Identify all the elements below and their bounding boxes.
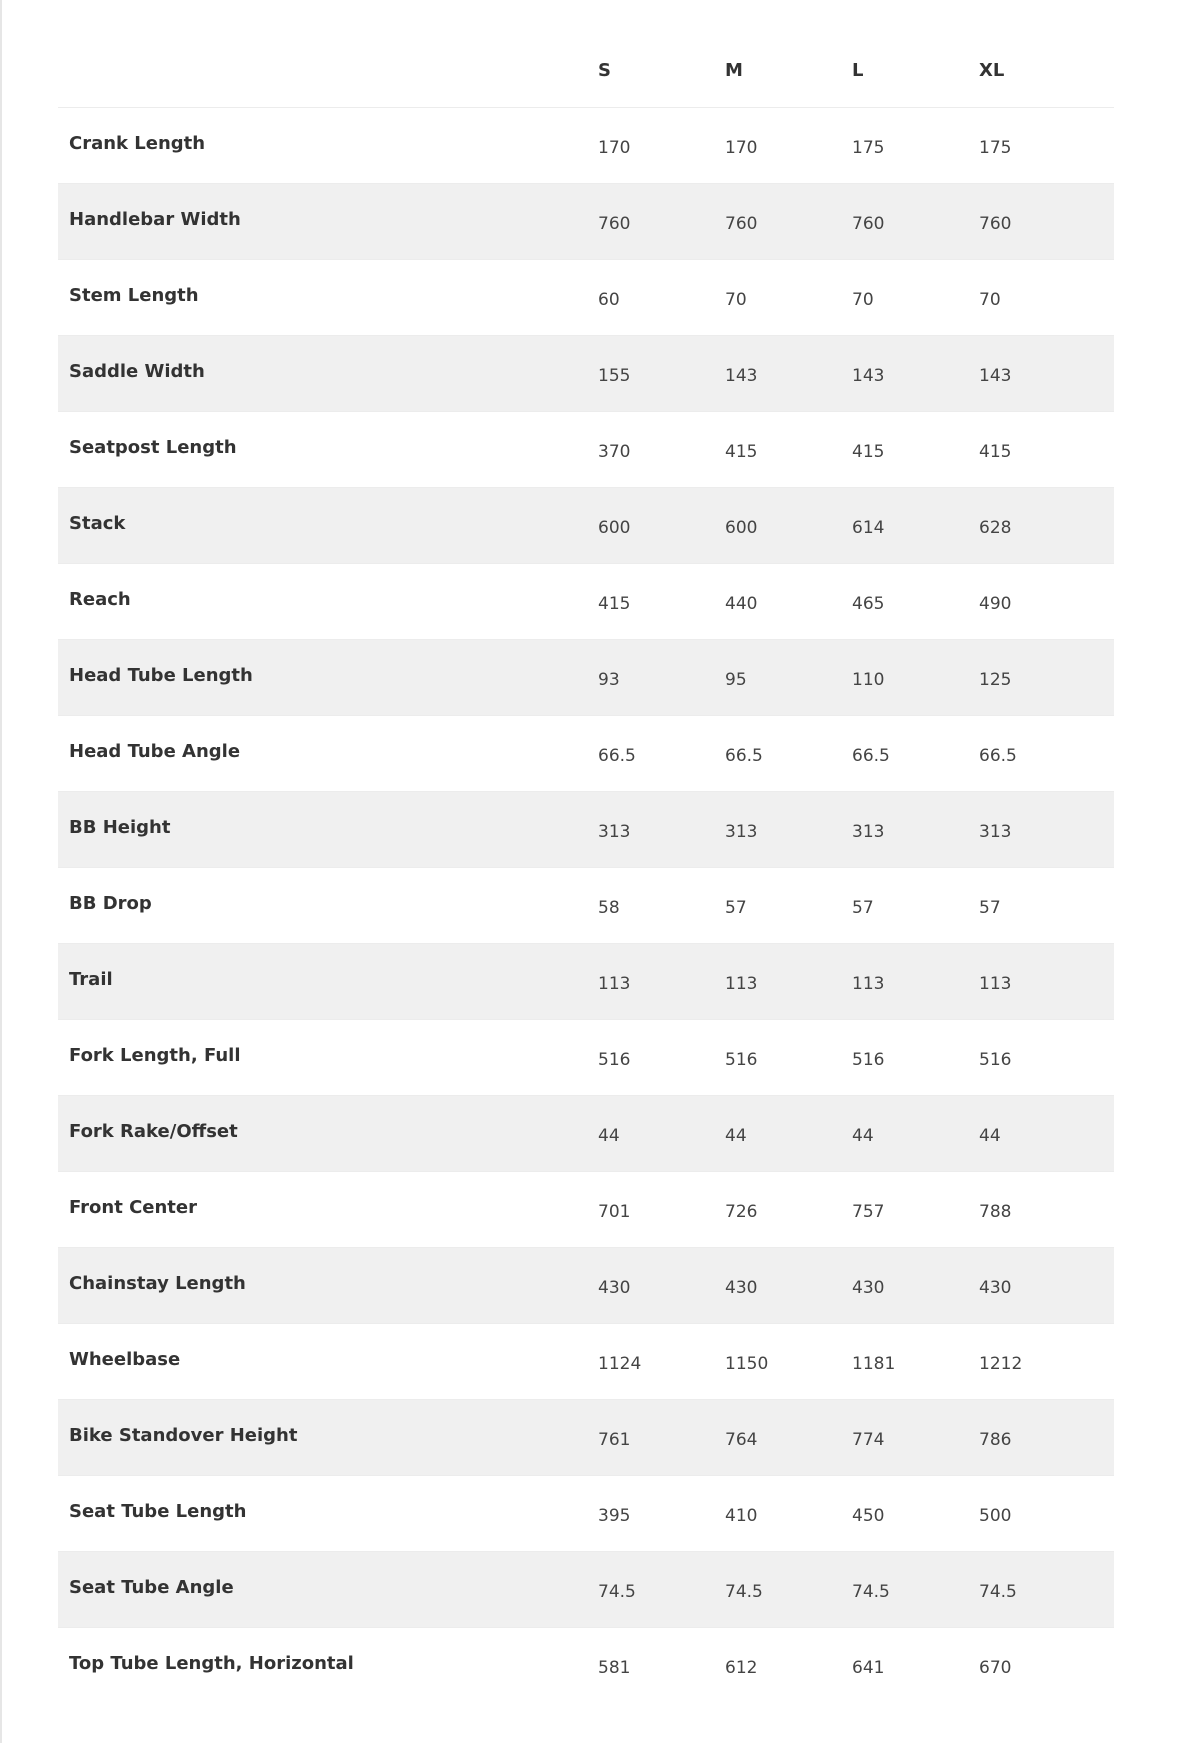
row-value: 1212 — [979, 1353, 1023, 1374]
row-value: 761 — [598, 1429, 631, 1450]
row-value: 313 — [979, 821, 1012, 842]
row-value: 113 — [852, 973, 885, 994]
row-value: 44 — [852, 1125, 874, 1146]
row-label: Head Tube Length — [69, 665, 253, 686]
row-value: 465 — [852, 593, 885, 614]
row-value: 57 — [852, 897, 874, 918]
row-value: 113 — [598, 973, 631, 994]
row-value: 760 — [979, 213, 1012, 234]
row-value: 415 — [598, 593, 631, 614]
table-row — [58, 563, 1114, 639]
table-row — [58, 715, 1114, 791]
row-label: Front Center — [69, 1197, 197, 1218]
row-value: 415 — [725, 441, 758, 462]
page-left-border — [0, 0, 2, 1743]
row-value: 764 — [725, 1429, 758, 1450]
row-value: 415 — [852, 441, 885, 462]
row-value: 155 — [598, 365, 631, 386]
row-value: 93 — [598, 669, 620, 690]
row-value: 175 — [852, 137, 885, 158]
row-label: Chainstay Length — [69, 1273, 246, 1294]
table-row — [58, 639, 1114, 715]
row-value: 500 — [979, 1505, 1012, 1526]
row-value: 66.5 — [725, 745, 763, 766]
table-row — [58, 335, 1114, 411]
row-value: 600 — [725, 517, 758, 538]
size-header-m: M — [725, 60, 743, 81]
row-label: Crank Length — [69, 133, 206, 154]
row-value: 74.5 — [598, 1581, 636, 1602]
row-value: 516 — [598, 1049, 631, 1070]
table-row — [58, 1095, 1114, 1171]
table-row — [58, 791, 1114, 867]
row-value: 760 — [725, 213, 758, 234]
row-value: 701 — [598, 1201, 631, 1222]
row-label: Saddle Width — [69, 361, 205, 382]
row-value: 670 — [979, 1657, 1012, 1678]
row-value: 74.5 — [852, 1581, 890, 1602]
row-value: 143 — [979, 365, 1012, 386]
row-value: 113 — [725, 973, 758, 994]
row-value: 440 — [725, 593, 758, 614]
row-value: 74.5 — [979, 1581, 1017, 1602]
row-value: 1124 — [598, 1353, 642, 1374]
row-value: 143 — [852, 365, 885, 386]
row-value: 415 — [979, 441, 1012, 462]
row-value: 70 — [979, 289, 1001, 310]
row-label: Seatpost Length — [69, 437, 237, 458]
row-label: Top Tube Length, Horizontal — [69, 1653, 354, 1674]
row-value: 430 — [852, 1277, 885, 1298]
row-value: 410 — [725, 1505, 758, 1526]
table-row — [58, 1247, 1114, 1323]
row-value: 170 — [725, 137, 758, 158]
row-value: 774 — [852, 1429, 885, 1450]
row-value: 44 — [979, 1125, 1001, 1146]
row-value: 1181 — [852, 1353, 896, 1374]
row-value: 66.5 — [852, 745, 890, 766]
row-label: Stem Length — [69, 285, 199, 306]
row-label: Reach — [69, 589, 131, 610]
row-value: 581 — [598, 1657, 631, 1678]
table-row — [58, 1399, 1114, 1475]
table-row — [58, 1019, 1114, 1095]
table-row — [58, 259, 1114, 335]
row-label: Seat Tube Length — [69, 1501, 247, 1522]
row-value: 490 — [979, 593, 1012, 614]
row-label: Bike Standover Height — [69, 1425, 298, 1446]
geometry-table — [58, 32, 1114, 1703]
row-label: BB Drop — [69, 893, 152, 914]
table-row — [58, 183, 1114, 259]
row-value: 70 — [852, 289, 874, 310]
row-value: 430 — [598, 1277, 631, 1298]
row-label: Seat Tube Angle — [69, 1577, 234, 1598]
table-row — [58, 487, 1114, 563]
row-value: 313 — [852, 821, 885, 842]
row-value: 726 — [725, 1201, 758, 1222]
row-label: Fork Rake/Offset — [69, 1121, 238, 1142]
row-value: 95 — [725, 669, 747, 690]
row-label: Wheelbase — [69, 1349, 181, 1370]
row-value: 430 — [979, 1277, 1012, 1298]
row-label: Stack — [69, 513, 126, 534]
table-row — [58, 107, 1114, 183]
row-value: 600 — [598, 517, 631, 538]
row-label: Head Tube Angle — [69, 741, 241, 762]
row-label: Trail — [69, 969, 113, 990]
row-value: 70 — [725, 289, 747, 310]
row-value: 57 — [725, 897, 747, 918]
row-value: 516 — [852, 1049, 885, 1070]
row-value: 1150 — [725, 1353, 769, 1374]
row-value: 788 — [979, 1201, 1012, 1222]
table-header-row — [58, 32, 1114, 107]
table-row — [58, 1475, 1114, 1551]
row-value: 44 — [725, 1125, 747, 1146]
row-value: 57 — [979, 897, 1001, 918]
row-value: 628 — [979, 517, 1012, 538]
row-value: 66.5 — [979, 745, 1017, 766]
row-label: BB Height — [69, 817, 171, 838]
row-value: 66.5 — [598, 745, 636, 766]
row-value: 516 — [979, 1049, 1012, 1070]
table-row — [58, 1551, 1114, 1627]
size-header-l: L — [852, 60, 864, 81]
table-row — [58, 411, 1114, 487]
row-value: 516 — [725, 1049, 758, 1070]
size-header-xl: XL — [979, 60, 1005, 81]
table-row — [58, 1171, 1114, 1247]
row-value: 44 — [598, 1125, 620, 1146]
table-row — [58, 867, 1114, 943]
row-value: 614 — [852, 517, 885, 538]
row-value: 757 — [852, 1201, 885, 1222]
row-value: 125 — [979, 669, 1012, 690]
row-value: 641 — [852, 1657, 885, 1678]
row-value: 58 — [598, 897, 620, 918]
row-value: 786 — [979, 1429, 1012, 1450]
row-value: 760 — [852, 213, 885, 234]
table-row — [58, 1627, 1114, 1703]
row-value: 760 — [598, 213, 631, 234]
table-row — [58, 943, 1114, 1019]
row-value: 170 — [598, 137, 631, 158]
row-label: Handlebar Width — [69, 209, 241, 230]
row-value: 430 — [725, 1277, 758, 1298]
row-label: Fork Length, Full — [69, 1045, 241, 1066]
size-header-s: S — [598, 60, 611, 81]
row-value: 113 — [979, 973, 1012, 994]
row-value: 74.5 — [725, 1581, 763, 1602]
row-value: 313 — [598, 821, 631, 842]
table-body — [58, 107, 1114, 1703]
row-value: 313 — [725, 821, 758, 842]
table-row — [58, 1323, 1114, 1399]
row-value: 370 — [598, 441, 631, 462]
row-value: 110 — [852, 669, 885, 690]
row-value: 612 — [725, 1657, 758, 1678]
row-value: 60 — [598, 289, 620, 310]
row-value: 450 — [852, 1505, 885, 1526]
row-value: 143 — [725, 365, 758, 386]
row-value: 175 — [979, 137, 1012, 158]
row-value: 395 — [598, 1505, 631, 1526]
